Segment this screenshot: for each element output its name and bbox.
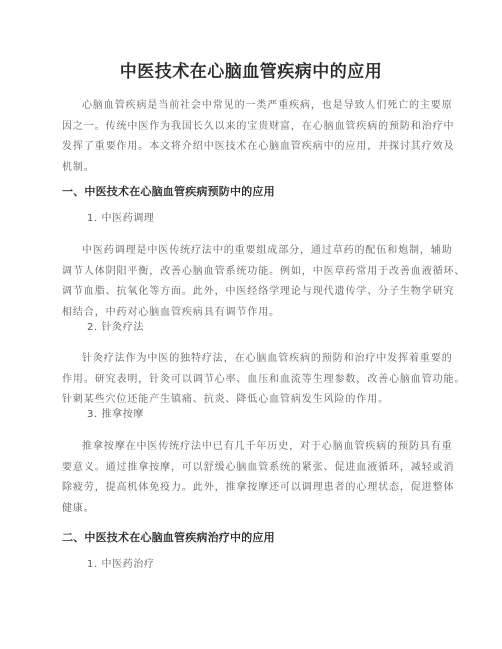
intro-line: 心脑血管疾病是当前社会中常见的一类严重疾病，也是导致人们死亡的主要原 [82, 100, 453, 111]
paragraph-line: 除疲劳，提高机体免疫力。此外，推拿按摩还可以调理患者的心理状态，促进整体 [62, 482, 455, 493]
paragraph-line: 要意义。通过推拿按摩，可以舒缓心脑血管系统的紧张、促进血液循环，减轻或消 [62, 461, 455, 473]
paragraph-line: 中医药调理是中医传统疗法中的重要组成部分，通过草药的配伍和炮制，辅助 [82, 245, 453, 256]
intro-line: 机制。 [62, 161, 95, 173]
paragraph-line: 调节人体阴阳平衡，改善心脑血管系统功能。例如，中医草药常用于改善血液循环、 [62, 265, 466, 277]
paragraph-line: 健康。 [62, 502, 95, 514]
paragraph-line: 针灸疗法作为中医的独特疗法，在心脑血管疾病的预防和治疗中发挥着重要的 [82, 353, 453, 364]
intro-line: 发挥了重要作用。本文将介绍中医技术在心脑血管疾病中的应用，并探讨其疗效及 [62, 141, 455, 152]
section1-item2-paragraph [62, 349, 466, 411]
section2-item1-label: 1. 中医药治疗 [87, 559, 155, 570]
section1-item3-paragraph [62, 437, 455, 519]
section1-item1-paragraph [62, 241, 466, 323]
paragraph-line: 针刺某些穴位还能产生镇痛、抗炎、降低心血管病发生风险的作用。 [62, 394, 389, 405]
paragraph-line: 调节血脂、抗氧化等方面。此外，中医经络学理论与现代遗传学、分子生物学研究 [62, 286, 455, 297]
intro-line: 因之一。传统中医作为我国长久以来的宝贵财富，在心脑血管疾病的预防和治疗中 [62, 120, 455, 132]
section2-heading: 二、中医技术在心脑血管疾病治疗中的应用 [62, 531, 275, 544]
section1-item2-label: 2. 针灸疗法 [87, 322, 144, 333]
paragraph-line: 作用。研究表明，针灸可以调节心率、血压和血流等生理参数，改善心脑血管功能。 [62, 373, 466, 385]
section1-item1-label: 1. 中医药调理 [87, 213, 155, 224]
intro-paragraph [62, 96, 455, 178]
paragraph-line: 相结合，中药对心脑血管疾病具有调节作用。 [62, 306, 280, 318]
document-title: 中医技术在心脑血管疾病中的应用 [119, 62, 383, 82]
section1-item3-label: 3. 推拿按摩 [87, 409, 144, 420]
paragraph-line: 推拿按摩在中医传统疗法中已有几千年历史，对于心脑血管疾病的预防具有重 [82, 441, 453, 452]
section1-heading: 一、中医技术在心脑血管疾病预防中的应用 [62, 185, 275, 198]
